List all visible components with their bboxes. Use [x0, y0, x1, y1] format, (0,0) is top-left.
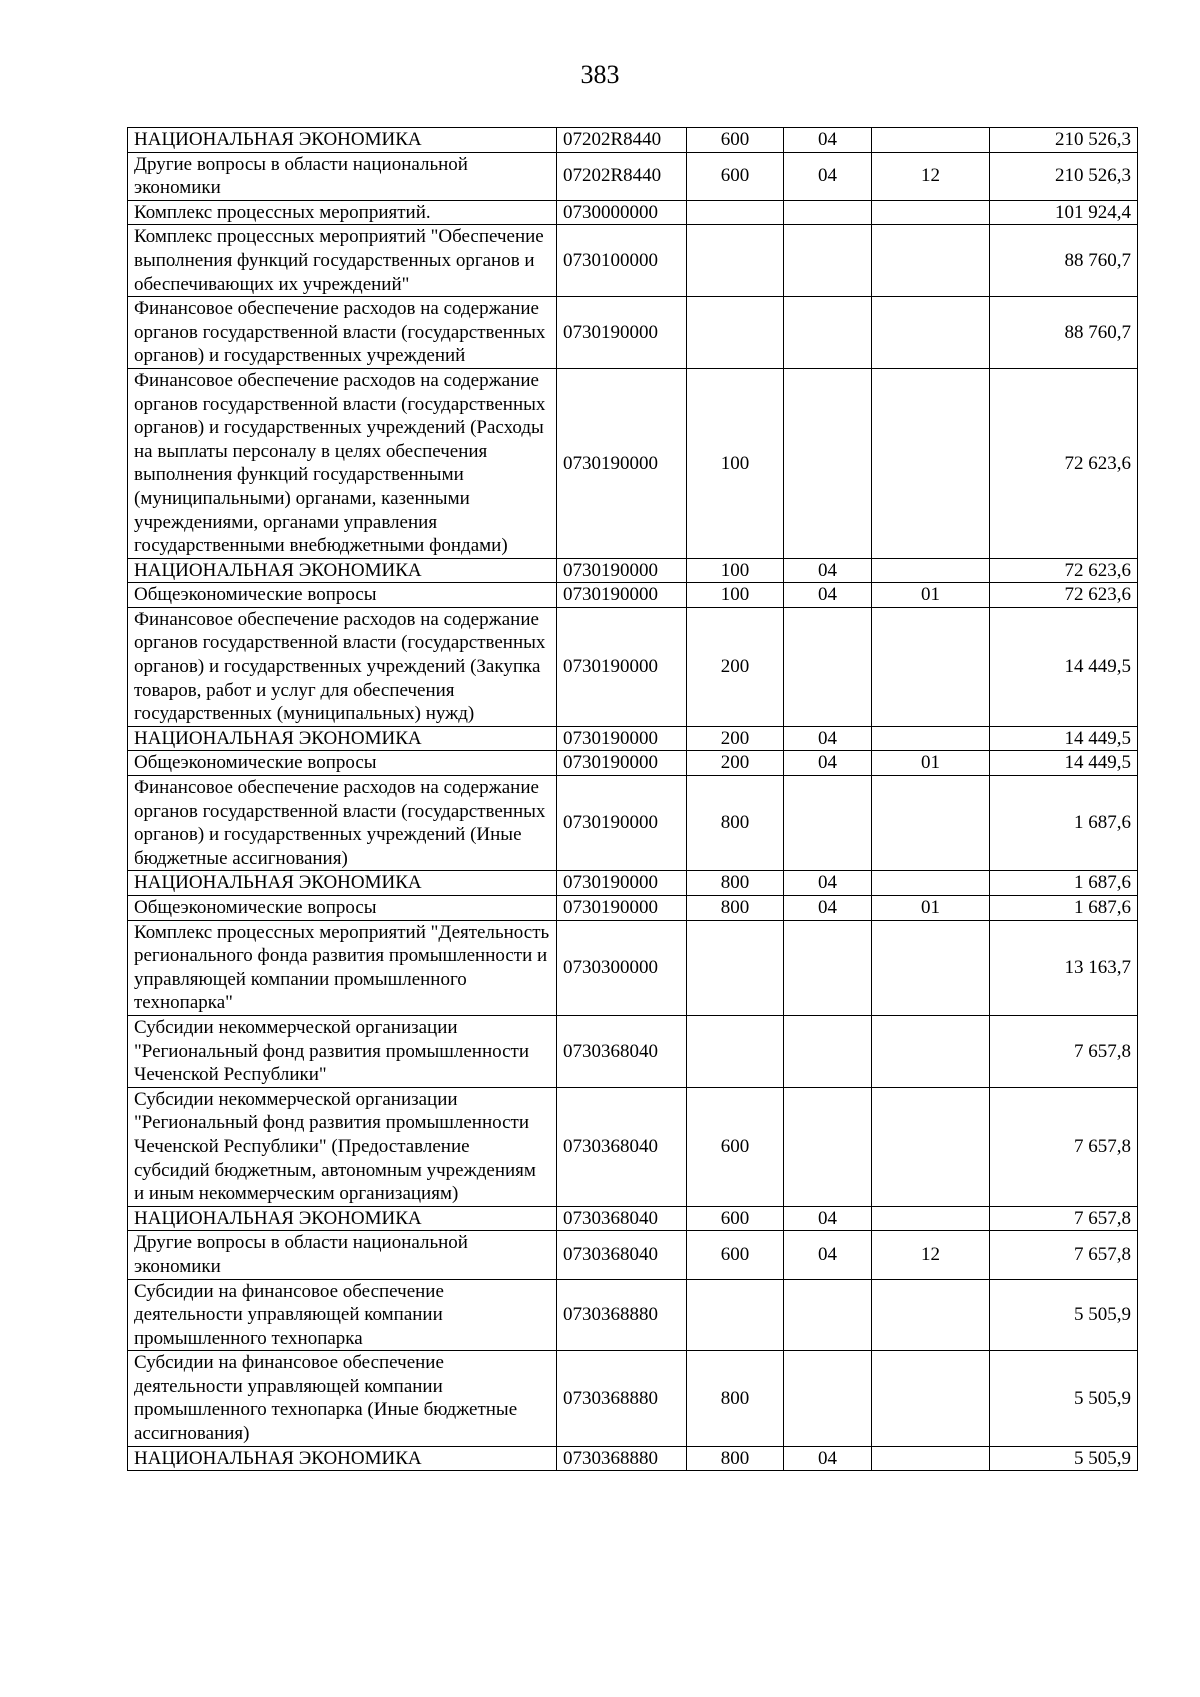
row-expense-type-cell: 600: [687, 1087, 784, 1206]
row-subsection-cell: 12: [872, 1231, 990, 1279]
row-subsection-cell: [872, 776, 990, 871]
row-code-cell: 07202R8440: [557, 152, 687, 200]
row-amount-cell: 1 687,6: [990, 871, 1138, 896]
row-subsection-cell: [872, 1087, 990, 1206]
row-code-cell: 07202R8440: [557, 128, 687, 153]
row-expense-type-cell: 800: [687, 1351, 784, 1446]
row-amount-cell: 7 657,8: [990, 1206, 1138, 1231]
row-name-cell: Комплекс процессных мероприятий "Деятельность регионального фонда развития промышленности и управляющей компании промышленного технопарка": [128, 920, 557, 1015]
row-subsection-cell: [872, 920, 990, 1015]
row-name-cell: Общеэкономические вопросы: [128, 896, 557, 921]
row-code-cell: 0730190000: [557, 776, 687, 871]
row-subsection-cell: [872, 225, 990, 297]
row-subsection-cell: [872, 1206, 990, 1231]
row-code-cell: 0730368040: [557, 1087, 687, 1206]
row-section-cell: 04: [784, 583, 872, 608]
row-section-cell: 04: [784, 726, 872, 751]
row-section-cell: [784, 225, 872, 297]
row-name-cell: Комплекс процессных мероприятий.: [128, 200, 557, 225]
table-row: [128, 776, 1138, 871]
row-expense-type-cell: 800: [687, 776, 784, 871]
table-row: [128, 1351, 1138, 1446]
row-expense-type-cell: 200: [687, 607, 784, 726]
row-amount-cell: 7 657,8: [990, 1231, 1138, 1279]
row-code-cell: 0730300000: [557, 920, 687, 1015]
row-code-cell: 0730190000: [557, 726, 687, 751]
row-code-cell: 0730100000: [557, 225, 687, 297]
table-row: [128, 297, 1138, 369]
row-code-cell: 0730190000: [557, 297, 687, 369]
page-number: 383: [580, 60, 620, 89]
row-section-cell: 04: [784, 751, 872, 776]
row-amount-cell: 101 924,4: [990, 200, 1138, 225]
row-code-cell: 0730368880: [557, 1279, 687, 1351]
row-name-cell: Финансовое обеспечение расходов на содержание органов государственной власти (государственных органов) и государственных учреждений (Иные бюджетные ассигнования): [128, 776, 557, 871]
table-row: [128, 583, 1138, 608]
row-section-cell: [784, 1087, 872, 1206]
row-amount-cell: 1 687,6: [990, 776, 1138, 871]
row-subsection-cell: [872, 1351, 990, 1446]
row-amount-cell: 1 687,6: [990, 896, 1138, 921]
row-amount-cell: 72 623,6: [990, 558, 1138, 583]
row-code-cell: 0730190000: [557, 607, 687, 726]
row-code-cell: 0730190000: [557, 583, 687, 608]
row-expense-type-cell: 200: [687, 726, 784, 751]
row-expense-type-cell: 100: [687, 558, 784, 583]
row-section-cell: 04: [784, 128, 872, 153]
row-name-cell: Финансовое обеспечение расходов на содержание органов государственной власти (государственных органов) и государственных учреждений (Расходы на выплаты персоналу в целях обеспечения выполнения функций государственными (муниципальными) органами, казенными учреждениями, органами управления государственными внебюджетными фондами): [128, 368, 557, 558]
row-expense-type-cell: 800: [687, 1446, 784, 1471]
table-row: [128, 920, 1138, 1015]
row-expense-type-cell: 600: [687, 152, 784, 200]
row-name-cell: Субсидии на финансовое обеспечение деятельности управляющей компании промышленного технопарка: [128, 1279, 557, 1351]
row-subsection-cell: 01: [872, 896, 990, 921]
table-row: [128, 896, 1138, 921]
row-code-cell: 0730368880: [557, 1446, 687, 1471]
row-amount-cell: 210 526,3: [990, 128, 1138, 153]
row-subsection-cell: [872, 1015, 990, 1087]
table-row: [128, 1231, 1138, 1279]
table-row: [128, 1279, 1138, 1351]
table-row: [128, 225, 1138, 297]
row-section-cell: [784, 200, 872, 225]
row-subsection-cell: [872, 368, 990, 558]
row-expense-type-cell: [687, 1015, 784, 1087]
row-section-cell: [784, 607, 872, 726]
row-code-cell: 0730368040: [557, 1015, 687, 1087]
row-amount-cell: 5 505,9: [990, 1351, 1138, 1446]
row-code-cell: 0730190000: [557, 871, 687, 896]
row-subsection-cell: [872, 726, 990, 751]
table-row: [128, 1015, 1138, 1087]
row-expense-type-cell: [687, 200, 784, 225]
row-section-cell: [784, 368, 872, 558]
row-expense-type-cell: 100: [687, 368, 784, 558]
table-row: [128, 607, 1138, 726]
row-amount-cell: 72 623,6: [990, 368, 1138, 558]
row-section-cell: [784, 297, 872, 369]
row-section-cell: 04: [784, 152, 872, 200]
row-name-cell: Комплекс процессных мероприятий "Обеспечение выполнения функций государственных органов и обеспечивающих их учреждений": [128, 225, 557, 297]
row-code-cell: 0730000000: [557, 200, 687, 225]
row-section-cell: 04: [784, 871, 872, 896]
table-row: [128, 751, 1138, 776]
row-expense-type-cell: [687, 1279, 784, 1351]
row-amount-cell: 210 526,3: [990, 152, 1138, 200]
row-name-cell: Субсидии некоммерческой организации "Региональный фонд развития промышленности Чеченской Республики" (Предоставление субсидий бюджетным, автономным учреждениям и иным некоммерческим организациям): [128, 1087, 557, 1206]
row-name-cell: Финансовое обеспечение расходов на содержание органов государственной власти (государственных органов) и государственных учреждений (Закупка товаров, работ и услуг для обеспечения государственных (муниципальных) нужд): [128, 607, 557, 726]
table-row: [128, 1087, 1138, 1206]
row-section-cell: 04: [784, 558, 872, 583]
row-amount-cell: 14 449,5: [990, 751, 1138, 776]
row-subsection-cell: 12: [872, 152, 990, 200]
table-row: [128, 558, 1138, 583]
row-expense-type-cell: [687, 225, 784, 297]
row-name-cell: НАЦИОНАЛЬНАЯ ЭКОНОМИКА: [128, 1206, 557, 1231]
row-section-cell: 04: [784, 1446, 872, 1471]
row-amount-cell: 7 657,8: [990, 1015, 1138, 1087]
row-subsection-cell: [872, 1279, 990, 1351]
row-code-cell: 0730190000: [557, 368, 687, 558]
row-subsection-cell: 01: [872, 583, 990, 608]
table-row: [128, 871, 1138, 896]
row-name-cell: Субсидии на финансовое обеспечение деятельности управляющей компании промышленного технопарка (Иные бюджетные ассигнования): [128, 1351, 557, 1446]
row-section-cell: [784, 1279, 872, 1351]
row-name-cell: НАЦИОНАЛЬНАЯ ЭКОНОМИКА: [128, 871, 557, 896]
row-code-cell: 0730368880: [557, 1351, 687, 1446]
row-amount-cell: 5 505,9: [990, 1446, 1138, 1471]
row-code-cell: 0730190000: [557, 558, 687, 583]
row-amount-cell: 13 163,7: [990, 920, 1138, 1015]
row-section-cell: [784, 1015, 872, 1087]
row-subsection-cell: [872, 871, 990, 896]
row-name-cell: НАЦИОНАЛЬНАЯ ЭКОНОМИКА: [128, 558, 557, 583]
row-subsection-cell: 01: [872, 751, 990, 776]
row-name-cell: Общеэкономические вопросы: [128, 751, 557, 776]
row-name-cell: НАЦИОНАЛЬНАЯ ЭКОНОМИКА: [128, 1446, 557, 1471]
row-amount-cell: 14 449,5: [990, 726, 1138, 751]
row-section-cell: [784, 1351, 872, 1446]
row-expense-type-cell: 800: [687, 896, 784, 921]
row-expense-type-cell: 100: [687, 583, 784, 608]
row-expense-type-cell: 600: [687, 128, 784, 153]
row-section-cell: [784, 920, 872, 1015]
table-row: [128, 1446, 1138, 1471]
row-subsection-cell: [872, 128, 990, 153]
table-row: [128, 128, 1138, 153]
row-expense-type-cell: 200: [687, 751, 784, 776]
row-amount-cell: 72 623,6: [990, 583, 1138, 608]
row-section-cell: 04: [784, 1206, 872, 1231]
row-subsection-cell: [872, 297, 990, 369]
row-name-cell: Финансовое обеспечение расходов на содержание органов государственной власти (государственных органов) и государственных учреждений: [128, 297, 557, 369]
row-code-cell: 0730190000: [557, 751, 687, 776]
row-name-cell: Другие вопросы в области национальной экономики: [128, 152, 557, 200]
row-name-cell: Другие вопросы в области национальной экономики: [128, 1231, 557, 1279]
row-amount-cell: 88 760,7: [990, 225, 1138, 297]
row-section-cell: 04: [784, 1231, 872, 1279]
row-expense-type-cell: [687, 297, 784, 369]
row-amount-cell: 7 657,8: [990, 1087, 1138, 1206]
row-subsection-cell: [872, 200, 990, 225]
row-expense-type-cell: [687, 920, 784, 1015]
row-section-cell: [784, 776, 872, 871]
row-section-cell: 04: [784, 896, 872, 921]
table-row: [128, 1206, 1138, 1231]
row-amount-cell: 14 449,5: [990, 607, 1138, 726]
budget-table-body: [128, 128, 1138, 1471]
row-code-cell: 0730190000: [557, 896, 687, 921]
row-name-cell: НАЦИОНАЛЬНАЯ ЭКОНОМИКА: [128, 726, 557, 751]
table-row: [128, 368, 1138, 558]
row-amount-cell: 88 760,7: [990, 297, 1138, 369]
row-name-cell: Субсидии некоммерческой организации "Региональный фонд развития промышленности Чеченской Республики": [128, 1015, 557, 1087]
row-subsection-cell: [872, 1446, 990, 1471]
row-code-cell: 0730368040: [557, 1206, 687, 1231]
row-subsection-cell: [872, 607, 990, 726]
table-row: [128, 200, 1138, 225]
row-expense-type-cell: 800: [687, 871, 784, 896]
budget-table: [127, 127, 1138, 1471]
table-row: [128, 726, 1138, 751]
row-amount-cell: 5 505,9: [990, 1279, 1138, 1351]
row-name-cell: НАЦИОНАЛЬНАЯ ЭКОНОМИКА: [128, 128, 557, 153]
row-name-cell: Общеэкономические вопросы: [128, 583, 557, 608]
row-code-cell: 0730368040: [557, 1231, 687, 1279]
row-expense-type-cell: 600: [687, 1231, 784, 1279]
row-expense-type-cell: 600: [687, 1206, 784, 1231]
table-row: [128, 152, 1138, 200]
row-subsection-cell: [872, 558, 990, 583]
